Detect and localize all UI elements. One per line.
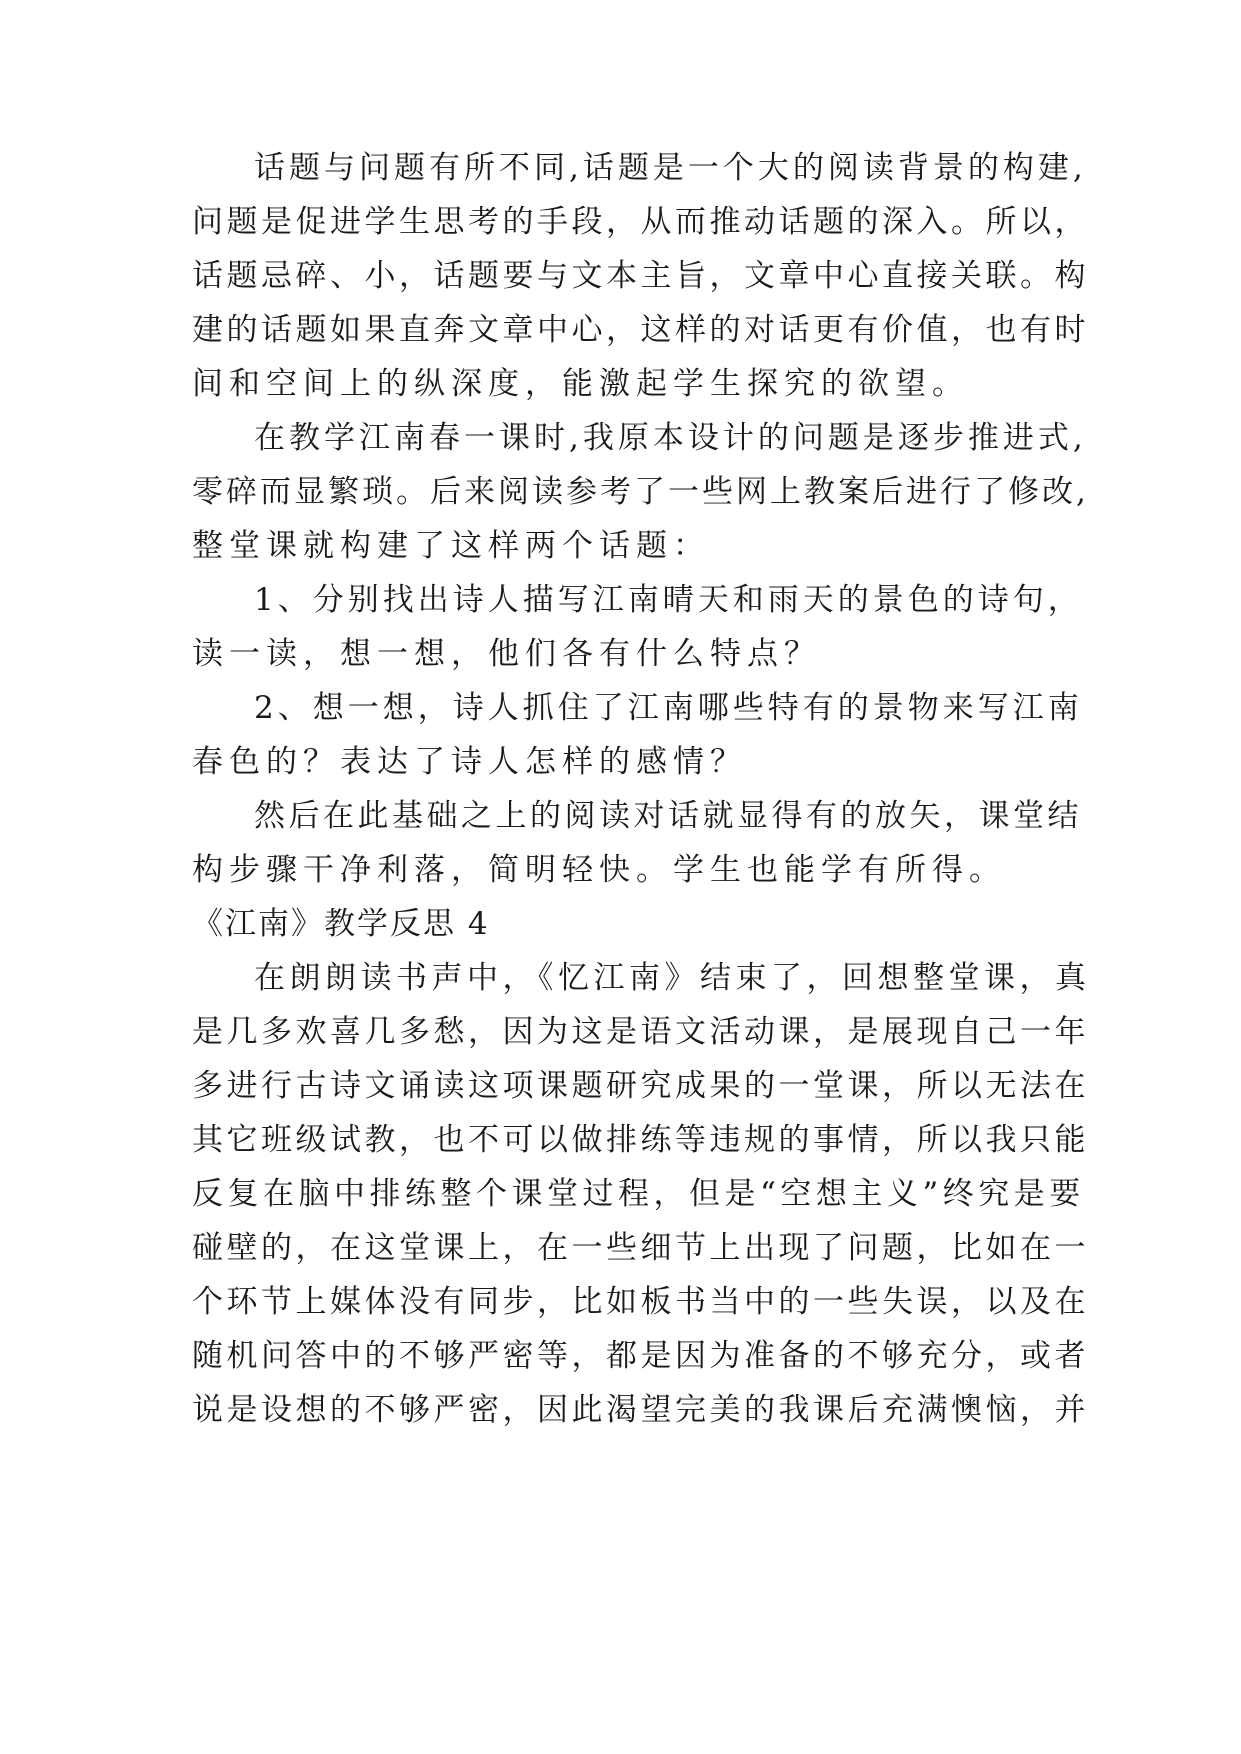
text-line: 2、想一想，诗人抓住了江南哪些特有的景物来写江南 xyxy=(254,690,1083,726)
text-line: 在教学江南春一课时,我原本设计的问题是逐步推进式, xyxy=(254,420,1087,456)
text-line: 读一读，想一想，他们各有什么特点？ xyxy=(192,636,821,672)
text-line: 话题与问题有所不同,话题是一个大的阅读背景的构建, xyxy=(254,150,1087,186)
text-line: 问题是促进学生思考的手段，从而推动话题的深入。所以， xyxy=(192,204,1089,240)
section-heading: 《江南》教学反思 4 xyxy=(192,906,490,942)
text-line: 说是设想的不够严密，因此渴望完美的我课后充满懊恼，并 xyxy=(192,1392,1089,1428)
text-line: 零碎而显繁琐。后来阅读参考了一些网上教案后进行了修改, xyxy=(192,474,1089,510)
text-line: 构步骤干净利落，简明轻快。学生也能学有所得。 xyxy=(192,852,1006,888)
text-line: 春色的？表达了诗人怎样的感情？ xyxy=(192,744,747,780)
text-line: 然后在此基础之上的阅读对话就显得有的放矢，课堂结 xyxy=(254,798,1082,834)
text-line: 多进行古诗文诵读这项课题研究成果的一堂课，所以无法在 xyxy=(192,1068,1089,1104)
text-line: 话题忌碎、小，话题要与文本主旨，文章中心直接关联。构 xyxy=(192,258,1089,294)
text-line: 在朗朗读书声中，《忆江南》结束了，回想整堂课，真 xyxy=(254,960,1091,996)
text-line: 建的话题如果直奔文章中心，这样的对话更有价值，也有时 xyxy=(192,312,1089,348)
text-line: 1、分别找出诗人描写江南晴天和雨天的景色的诗句， xyxy=(254,582,1083,618)
text-line: 随机问答中的不够严密等，都是因为准备的不够充分，或者 xyxy=(192,1338,1089,1374)
text-line: 反复在脑中排练整个课堂过程，但是“空想主义”终究是要 xyxy=(192,1176,1085,1212)
text-line: 是几多欢喜几多愁，因为这是语文活动课，是展现自己一年 xyxy=(192,1014,1089,1050)
text-line: 碰壁的，在这堂课上，在一些细节上出现了问题，比如在一 xyxy=(192,1230,1089,1266)
text-line: 个环节上媒体没有同步，比如板书当中的一些失误，以及在 xyxy=(192,1284,1089,1320)
text-line: 间和空间上的纵深度，能激起学生探究的欲望。 xyxy=(192,366,969,402)
text-line: 其它班级试教，也不可以做排练等违规的事情，所以我只能 xyxy=(192,1122,1089,1158)
text-line: 整堂课就构建了这样两个话题： xyxy=(192,528,710,564)
